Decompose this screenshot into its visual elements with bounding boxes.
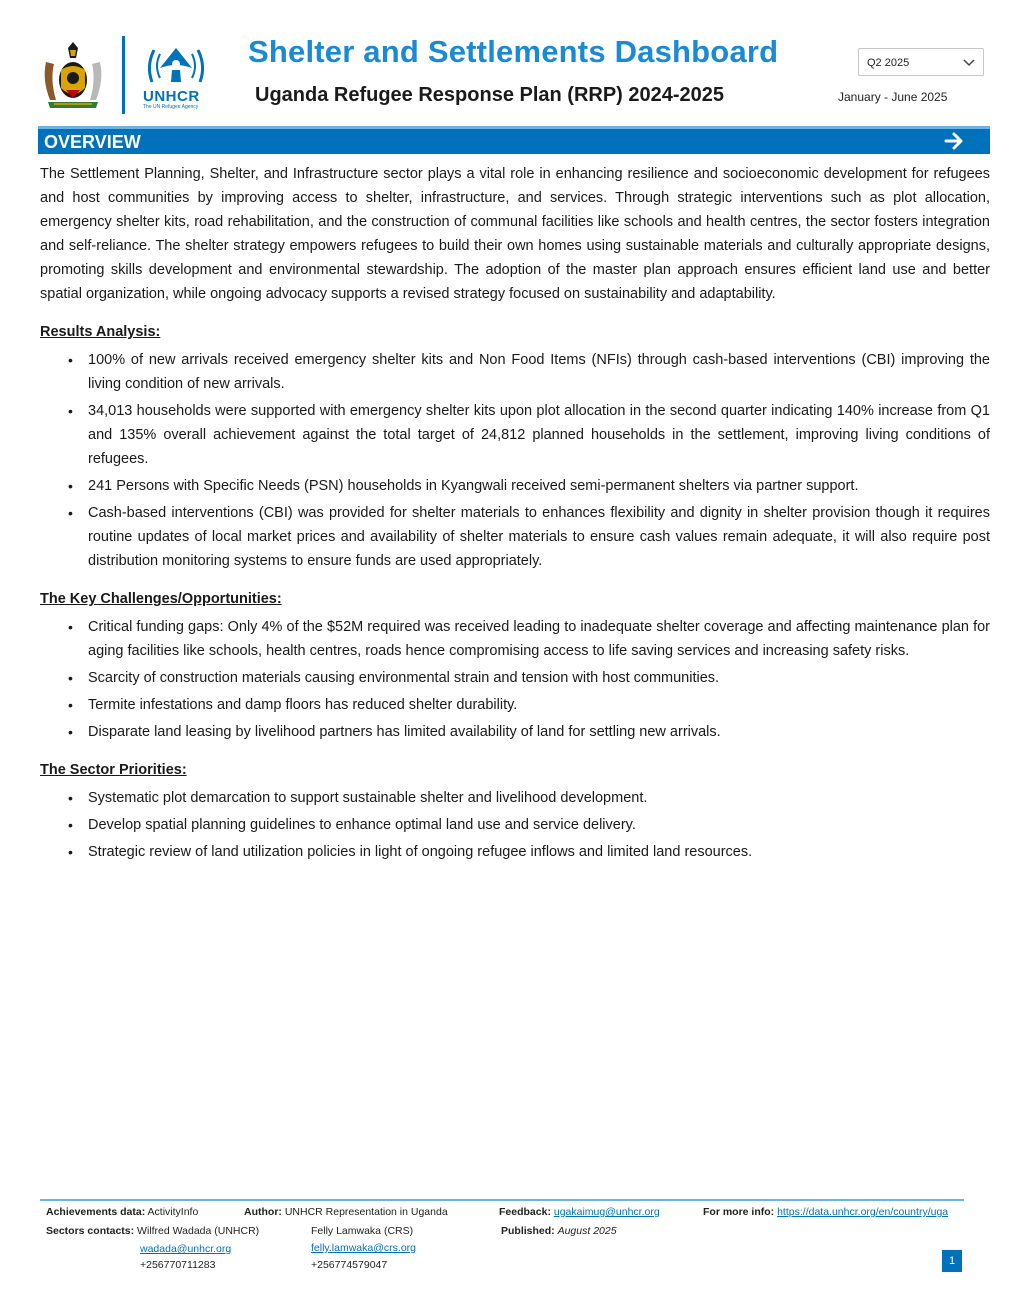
contact2-email <box>311 1242 416 1254</box>
quarter-select-value: Q2 2025 <box>867 57 910 69</box>
priorities-heading: The Sector Priorities: <box>40 762 187 778</box>
contact1-email-link[interactable]: wadada@unhcr.org <box>140 1243 232 1255</box>
arrow-right-icon[interactable] <box>944 131 964 151</box>
list-item: • Critical funding gaps: Only 4% of the $52M required was received leading to inadequate shelter coverage and affecting maintenance plan for aging facilities like schools, health centres, roads hence compromising access to life saving services and increasing safety risks. <box>68 615 990 663</box>
challenges-list <box>40 615 990 744</box>
page-header <box>0 0 1024 120</box>
contact2-phone: +256774579047 <box>311 1259 388 1271</box>
footer-divider <box>40 1199 964 1201</box>
footer-feedback: Feedback: ugakaimug@unhcr.org <box>499 1206 660 1218</box>
list-item: • Cash-based interventions (CBI) was provided for shelter materials to enhances flexibility and dignity in shelter provision though it requires routine updates of local market prices and availability of shelter materials to ensure cash values remain adequate, it will also require post distribution monitoring systems to ensure funds are used appropriately. <box>68 501 990 573</box>
overview-section-bar <box>38 126 990 154</box>
contact2-name: Felly Lamwaka (CRS) <box>311 1225 414 1237</box>
footer-author: Author: UNHCR Representation in Uganda <box>244 1206 448 1218</box>
priorities-list <box>40 786 990 864</box>
more-info-link[interactable]: https://data.unhcr.org/en/country/uga <box>777 1206 949 1218</box>
header-divider <box>122 36 125 114</box>
unhcr-logo-subtext: The UN Refugee Agency <box>143 104 199 110</box>
uganda-coat-of-arms-icon <box>40 40 106 110</box>
chevron-down-icon <box>963 57 975 67</box>
list-item: • Develop spatial planning guidelines to enhance optimal land use and service delivery. <box>68 813 990 837</box>
page-number: 1 <box>942 1250 962 1272</box>
list-item: • Termite infestations and damp floors has reduced shelter durability. <box>68 693 990 717</box>
list-item: • Disparate land leasing by livelihood partners has limited availability of land for settling new arrivals. <box>68 720 990 744</box>
page-title: Shelter and Settlements Dashboard <box>248 34 779 69</box>
unhcr-logo-text: UNHCR <box>143 88 200 105</box>
list-item: • 241 Persons with Specific Needs (PSN) households in Kyangwali received semi-permanent shelters via partner support. <box>68 474 990 498</box>
overview-content <box>40 162 990 867</box>
contact1-phone: +256770711283 <box>140 1259 216 1271</box>
list-item: • Scarcity of construction materials causing environmental strain and tension with host communities. <box>68 666 990 690</box>
challenges-heading: The Key Challenges/Opportunities: <box>40 591 282 607</box>
results-list <box>40 348 990 573</box>
quarter-select[interactable] <box>858 48 984 76</box>
list-item: • 34,013 households were supported with emergency shelter kits upon plot allocation in the second quarter indicating 140% increase from Q1 and 135% overall achievement against the total target of 24,812 planned households in the settlement, improving living conditions of refugees. <box>68 399 990 471</box>
footer-published: Published: August 2025 <box>501 1225 617 1237</box>
overview-label: OVERVIEW <box>44 132 141 152</box>
footer-contacts: Sectors contacts: Wilfred Wadada (UNHCR) <box>46 1225 260 1237</box>
contact1-email <box>140 1243 231 1255</box>
feedback-email-link[interactable]: ugakaimug@unhcr.org <box>553 1206 660 1218</box>
list-item: • 100% of new arrivals received emergency shelter kits and Non Food Items (NFIs) through cash-based interventions (CBI) improving the living condition of new arrivals. <box>68 348 990 396</box>
reporting-period: January - June 2025 <box>838 90 948 104</box>
list-item: • Systematic plot demarcation to support sustainable shelter and livelihood development. <box>68 786 990 810</box>
list-item: • Strategic review of land utilization policies in light of ongoing refugee inflows and limited land resources. <box>68 840 990 864</box>
page-subtitle: Uganda Refugee Response Plan (RRP) 2024-2025 <box>255 84 725 106</box>
overview-intro: The Settlement Planning, Shelter, and Infrastructure sector plays a vital role in enhancing resilience and socioeconomic development for refugees and host communities by improving access to shelter, infrastructure, and services. Through strategic interventions such as plot allocation, emergency shelter kits, road rehabilitation, and the construction of communal facilities like schools and health centres, the sector fosters integration and self-reliance. The shelter strategy empowers refugees to build their own homes using sustainable materials and culturally appropriate designs, promoting skills development and environmental stewardship. The adoption of the master plan approach ensures efficient land use and better spatial organization, while ongoing advocacy supports a revised strategy focused on sustainability and adaptability. <box>40 166 990 302</box>
footer-more-info: For more info: https://data.unhcr.org/en/country/uga <box>703 1206 949 1218</box>
results-heading: Results Analysis: <box>40 324 161 340</box>
footer-achievements: Achievements data: ActivityInfo <box>46 1206 199 1218</box>
contact2-email-link[interactable]: felly.lamwaka@crs.org <box>311 1242 416 1254</box>
